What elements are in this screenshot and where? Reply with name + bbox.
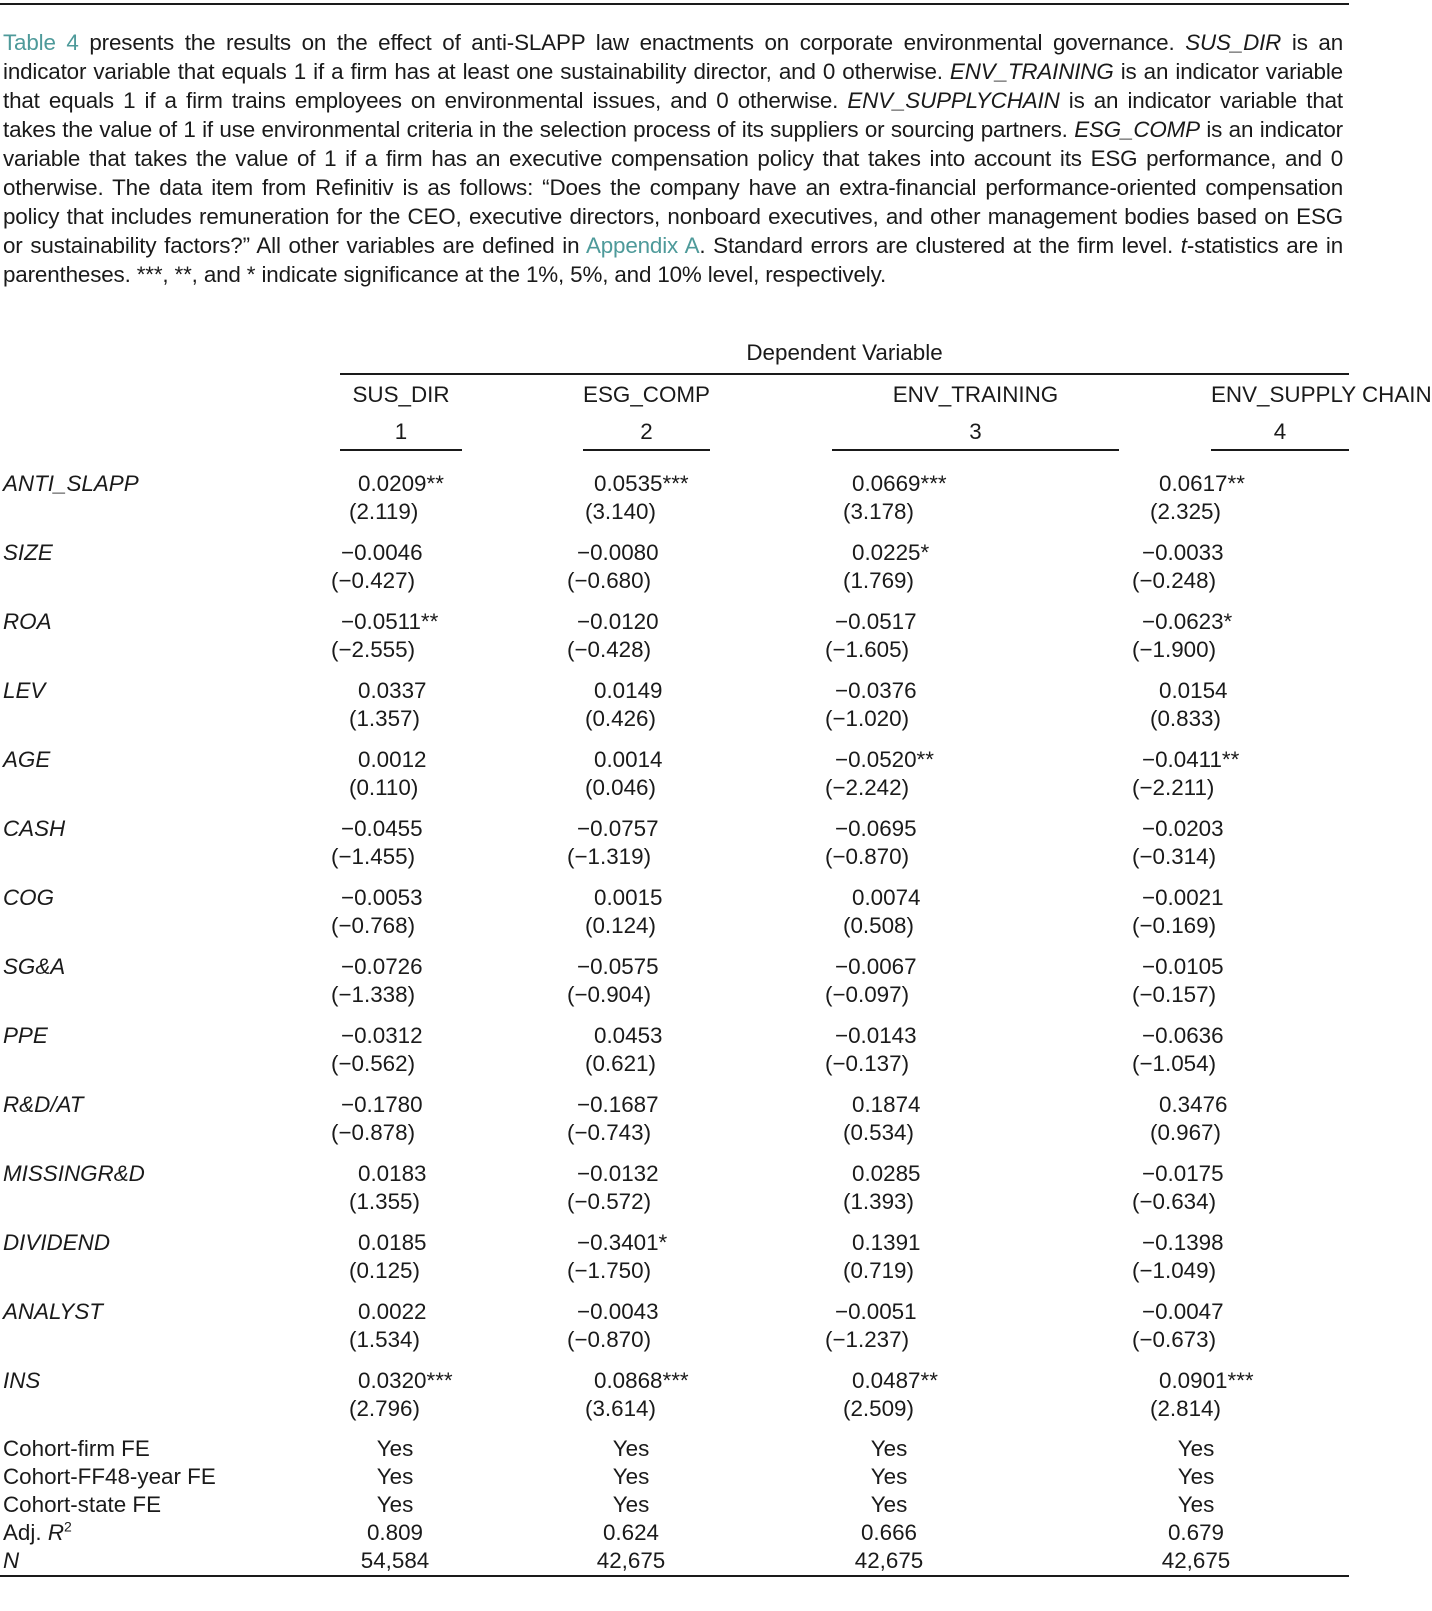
fe-value-cell: 54,584 [360, 1548, 430, 1573]
t-stat-cell: (−1.750) [567, 1258, 652, 1283]
t-stat-cell: (0.621) [585, 1051, 656, 1076]
coefficient-cell: −0.0636 [1142, 1023, 1224, 1048]
row-label: PPE [3, 1023, 48, 1048]
t-stat-cell: (−0.878) [331, 1120, 416, 1145]
row-label: R&D/AT [3, 1092, 84, 1117]
coefficient-cell: −0.0623* [1142, 609, 1233, 634]
coefficient-cell: −0.1687 [577, 1092, 659, 1117]
fe-value-cell: Yes [376, 1492, 414, 1517]
coefficient-cell: 0.0154 [1159, 678, 1228, 703]
t-stat-cell: (3.178) [843, 499, 914, 524]
t-stat-cell: (0.110) [349, 775, 419, 800]
fe-value-cell: Yes [870, 1492, 908, 1517]
t-stat-cell: (3.140) [585, 499, 656, 524]
coefficient-cell: −0.0726 [341, 954, 423, 979]
t-stat-cell: (−1.605) [825, 637, 910, 662]
t-stat-cell: (1.355) [349, 1189, 420, 1214]
t-stat-cell: (−0.169) [1132, 913, 1217, 938]
fe-value-cell: 0.666 [860, 1520, 918, 1545]
coefficient-cell: −0.0175 [1142, 1161, 1224, 1186]
fe-value-cell: 0.679 [1167, 1520, 1225, 1545]
t-stat-cell: (2.119) [349, 499, 419, 524]
fe-value-cell: 42,675 [854, 1548, 924, 1573]
column-name: SUS_DIR [352, 382, 450, 407]
column-number: 3 [832, 415, 1119, 450]
column-name: ENV_SUPPLY CHAIN [1211, 382, 1432, 407]
coefficient-cell: −0.0520** [835, 747, 934, 772]
coefficient-cell: −0.0203 [1142, 816, 1224, 841]
fe-row-label: N [0, 1547, 340, 1576]
t-stat-cell: (0.426) [585, 706, 656, 731]
coefficient-cell: −0.0757 [577, 816, 659, 841]
coefficient-cell: −0.0043 [577, 1299, 659, 1324]
t-stat-cell: (−0.673) [1132, 1327, 1217, 1352]
t-stat-cell: (−0.743) [567, 1120, 652, 1145]
coefficient-cell: −0.0051 [835, 1299, 917, 1324]
table-caption: Table 4 presents the results on the effect of anti-SLAPP law enactments on corporate environmental governance. SUS_DIR is an indicator variable that equals 1 if a firm has at least one sustainability director, and 0 otherwise. ENV_TRAINING is an indicator variable that equals 1 if a firm trains employees on environmental issues, and 0 otherwise. ENV_SUPPLYCHAIN is an indicator variable that takes the value of 1 if use environmental criteria in the selection process of its suppliers or sourcing partners. ESG_COMP is an indicator variable that takes the value of 1 if a firm has an executive compensation policy that takes into account its ESG performance, and 0 otherwise. The data item from Refinitiv is as follows: “Does the company have an extra-financial performance-oriented compensation policy that includes remuneration for the CEO, executive directors, nonboard executives, and other management bodies based on ESG or sustainability factors?” All other variables are defined in Appendix A. Standard errors are clustered at the firm level. t-statistics are in parentheses. ***, **, and * indicate significance at the 1%, 5%, and 10% level, respectively. [3, 30, 1343, 287]
row-label: SG&A [3, 954, 66, 979]
fe-value-cell: Yes [612, 1436, 650, 1461]
t-stat-cell: (−2.555) [331, 637, 416, 662]
t-stat-cell: (2.325) [1150, 499, 1221, 524]
row-label: LEV [3, 678, 46, 703]
t-stat-cell: (2.814) [1150, 1396, 1221, 1421]
coefficient-cell: −0.0143 [835, 1023, 917, 1048]
coefficient-cell: 0.0901*** [1159, 1368, 1254, 1393]
fe-value-cell: Yes [1177, 1464, 1215, 1489]
coefficient-cell: 0.0320*** [358, 1368, 453, 1393]
t-stat-cell: (−1.049) [1132, 1258, 1217, 1283]
t-stat-cell: (0.508) [843, 913, 914, 938]
coefficient-cell: 0.0015 [594, 885, 663, 910]
t-stat-cell: (−0.870) [825, 844, 910, 869]
coefficient-cell: −0.0047 [1142, 1299, 1224, 1324]
t-stat-cell: (−2.211) [1132, 775, 1215, 800]
t-stat-cell: (−1.338) [331, 982, 416, 1007]
coefficient-cell: 0.0337 [358, 678, 427, 703]
appendix-a-link[interactable]: Appendix A [585, 233, 700, 258]
coefficient-cell: −0.0021 [1142, 885, 1224, 910]
t-stat-cell: (−1.455) [331, 844, 416, 869]
coefficient-cell: 0.0014 [594, 747, 663, 772]
coefficient-cell: −0.0517 [835, 609, 917, 634]
t-stat-cell: (−0.428) [567, 637, 652, 662]
t-stat-cell: (−0.904) [567, 982, 652, 1007]
coefficient-cell: −0.0575 [577, 954, 659, 979]
coefficient-cell: −0.0053 [341, 885, 423, 910]
fe-row-label: Cohort-FF48-year FE [3, 1464, 216, 1489]
fe-value-cell: Yes [612, 1492, 650, 1517]
coefficient-cell: 0.0225* [852, 540, 930, 565]
column-number: 1 [340, 415, 462, 450]
fe-row-label: Cohort-state FE [3, 1492, 162, 1517]
column-number: 4 [1211, 415, 1349, 450]
t-stat-cell: (−0.137) [825, 1051, 910, 1076]
t-stat-cell: (0.719) [843, 1258, 914, 1283]
coefficient-cell: −0.0455 [341, 816, 423, 841]
coefficient-cell: 0.0285 [852, 1161, 921, 1186]
coefficient-cell: −0.0120 [577, 609, 659, 634]
t-stat-cell: (−1.237) [825, 1327, 910, 1352]
fe-value-cell: Yes [870, 1436, 908, 1461]
t-stat-cell: (−0.768) [331, 913, 416, 938]
t-stat-cell: (−1.319) [567, 844, 652, 869]
coefficient-cell: 0.0185 [358, 1230, 427, 1255]
coefficient-cell: −0.1780 [341, 1092, 423, 1117]
t-stat-cell: (0.125) [349, 1258, 420, 1283]
coefficient-cell: 0.0149 [594, 678, 663, 703]
t-stat-cell: (−1.020) [825, 706, 910, 731]
fe-value-cell: Yes [1177, 1436, 1215, 1461]
coefficient-cell: −0.0105 [1142, 954, 1224, 979]
fe-value-cell: Yes [376, 1464, 414, 1489]
fe-value-cell: Yes [612, 1464, 650, 1489]
row-label: INS [3, 1368, 41, 1393]
t-stat-cell: (0.967) [1150, 1120, 1221, 1145]
coefficient-cell: 0.1874 [852, 1092, 921, 1117]
dependent-variable-header: Dependent Variable [340, 335, 1349, 374]
coefficient-cell: −0.0046 [341, 540, 423, 565]
table-4-link[interactable]: Table 4 [3, 30, 79, 55]
coefficient-cell: −0.0033 [1142, 540, 1224, 565]
coefficient-cell: 0.0183 [358, 1161, 427, 1186]
coefficient-cell: −0.0411** [1142, 747, 1240, 772]
coefficient-cell: −0.3401* [577, 1230, 668, 1255]
fe-value-cell: Yes [376, 1436, 414, 1461]
coefficient-cell: 0.0535*** [594, 471, 689, 496]
fe-value-cell: 42,675 [596, 1548, 666, 1573]
row-label: CASH [3, 816, 66, 841]
coefficient-cell: 0.0669*** [852, 471, 947, 496]
t-stat-cell: (1.769) [843, 568, 914, 593]
coefficient-cell: −0.0312 [341, 1023, 423, 1048]
row-label: ANALYST [3, 1299, 103, 1324]
coefficient-cell: 0.0022 [358, 1299, 427, 1324]
column-name: ESG_COMP [583, 382, 710, 407]
t-stat-cell: (0.046) [585, 775, 656, 800]
row-label: SIZE [3, 540, 53, 565]
coefficient-cell: 0.0487** [852, 1368, 938, 1393]
row-label: MISSINGR&D [3, 1161, 145, 1186]
t-stat-cell: (0.833) [1150, 706, 1221, 731]
row-label: COG [3, 885, 55, 910]
row-label: ROA [3, 609, 52, 634]
fe-value-cell: 0.624 [602, 1520, 660, 1545]
fe-value-cell: Yes [1177, 1492, 1215, 1517]
row-label: DIVIDEND [3, 1230, 110, 1255]
t-stat-cell: (3.614) [585, 1396, 656, 1421]
regression-table [0, 335, 1432, 1577]
t-stat-cell: (−1.054) [1132, 1051, 1217, 1076]
t-stat-cell: (−0.427) [331, 568, 416, 593]
coefficient-cell: −0.0132 [577, 1161, 659, 1186]
coefficient-cell: −0.0695 [835, 816, 917, 841]
coefficient-cell: −0.0067 [835, 954, 917, 979]
t-stat-cell: (−0.248) [1132, 568, 1217, 593]
t-stat-cell: (−1.900) [1132, 637, 1217, 662]
coefficient-cell: 0.0012 [358, 747, 427, 772]
t-stat-cell: (−0.314) [1132, 844, 1217, 869]
row-label: AGE [3, 747, 51, 772]
coefficient-cell: 0.0453 [594, 1023, 663, 1048]
t-stat-cell: (1.357) [349, 706, 420, 731]
coefficient-cell: −0.0376 [835, 678, 917, 703]
t-stat-cell: (−0.562) [331, 1051, 416, 1076]
coefficient-cell: 0.3476 [1159, 1092, 1228, 1117]
fe-value-cell: Yes [870, 1464, 908, 1489]
t-stat-cell: (1.393) [843, 1189, 914, 1214]
t-stat-cell: (−0.680) [567, 568, 652, 593]
coefficient-cell: 0.0074 [852, 885, 921, 910]
t-stat-cell: (−0.157) [1132, 982, 1217, 1007]
coefficient-cell: 0.1391 [852, 1230, 921, 1255]
coefficient-cell: −0.1398 [1142, 1230, 1224, 1255]
t-stat-cell: (−0.634) [1132, 1189, 1217, 1214]
t-stat-cell: (−0.870) [567, 1327, 652, 1352]
t-stat-cell: (−2.242) [825, 775, 910, 800]
t-stat-cell: (−0.097) [825, 982, 910, 1007]
column-name: ENV_TRAINING [892, 382, 1059, 407]
row-label: ANTI_SLAPP [3, 471, 139, 496]
coefficient-cell: 0.0209** [358, 471, 444, 496]
t-stat-cell: (1.534) [349, 1327, 420, 1352]
t-stat-cell: (2.796) [349, 1396, 420, 1421]
coefficient-cell: 0.0868*** [594, 1368, 689, 1393]
fe-value-cell: 0.809 [366, 1520, 424, 1545]
coefficient-cell: −0.0080 [577, 540, 659, 565]
coefficient-cell: 0.0617** [1159, 471, 1245, 496]
column-number: 2 [583, 415, 710, 450]
t-stat-cell: (0.534) [843, 1120, 914, 1145]
fe-value-cell: 42,675 [1161, 1548, 1231, 1573]
t-stat-cell: (2.509) [843, 1396, 914, 1421]
t-stat-cell: (−0.572) [567, 1189, 652, 1214]
t-stat-cell: (0.124) [585, 913, 656, 938]
coefficient-cell: −0.0511** [341, 609, 439, 634]
top-rule [0, 3, 1349, 5]
fe-row-label: Cohort-firm FE [3, 1436, 150, 1461]
fe-row-label: Adj. $R^2$ [3, 1518, 72, 1545]
